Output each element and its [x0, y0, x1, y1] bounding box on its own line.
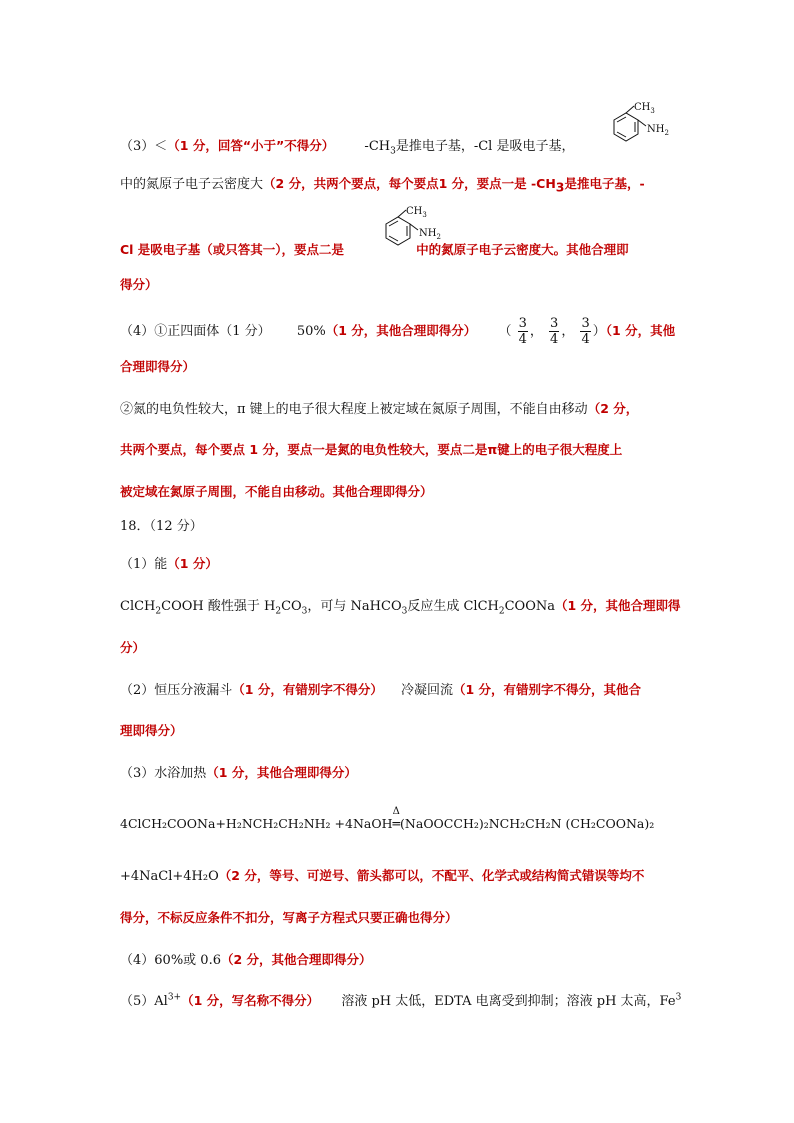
q18-part4: （4）60%或 0.6（2 分，其他合理即得分） — [120, 952, 372, 968]
q18-part2: （2）恒压分液漏斗（1 分，有错别字不得分） 冷凝回流（1 分，有错别字不得分，其他合 — [120, 682, 642, 698]
q17-part4b-line: ②氮的电负性较大，π 键上的电子很大程度上被定域在氮原子周围，不能自由移动（2 分， — [120, 401, 639, 417]
q18-header: 18．（12 分） — [120, 519, 203, 534]
q18-part5: $(5)Al^{3+}(1$ 分，写名称不得分） 溶液 pH 太低，EDTA 电离受到抑制；溶液 pH 太高，Fe$^3$ — [120, 992, 682, 1009]
q18-equation: 4ClCH₂COONa+H₂NCH₂CH₂NH₂ +4NaOH Δ ═(NaOOCCH₂)₂NCH₂CH₂N (CH₂COONa)₂ — [120, 806, 655, 831]
nh2-label: $NH_2$ — [647, 124, 669, 137]
q18-equation-line3: 得分，不标反应条件不扣分，写离子方程式只要正确也得分） — [120, 910, 458, 925]
q18-equation-line2: +4NaCl+4H₂O（2 分，等号、可逆号、箭头都可以，不配平、化学式或结构简式错误等均不 — [120, 868, 645, 884]
q18-part1: （1）能（1 分） — [120, 556, 218, 572]
fraction-y: $\frac{3}{4}$ — [550, 316, 559, 347]
o-toluidine-structure-1 — [600, 98, 680, 156]
q18-part1-text: ClCH$_2$COOH 酸性强于 $H_2CO_3$，可与 NaHCO$_3$反应生成 ClCH$_2$COONa（1 分，其他合理即得 — [120, 598, 681, 617]
nh2-label: $NH_2$ — [419, 228, 441, 241]
fraction-x: $\frac{3}{4}$ — [518, 316, 527, 347]
q17-part4b-line3: 被定域在氮原子周围，不能自由移动。其他合理即得分） — [120, 484, 433, 499]
fraction-z: $\frac{3}{4}$ — [581, 316, 590, 347]
q17-part3-line2: 中的氮原子电子云密度大（2 分，共两个要点，每个要点1 分，要点一是 $-CH_3$是推电子基，- — [120, 176, 645, 195]
q17-part4-line: （4）①正四面体（1 分） 50%（1 分，其他合理即得分） （ $\frac{3}{4}$ ， $\frac{3}{4}$ ， $\frac{3}{4}$ ）（1 分，其他 — [120, 316, 676, 347]
ch3-label: $CH_3$ — [406, 206, 427, 219]
q17-part3-line: （3）＜（1 分，回答“小于”不得分） $-CH_3$是推电子基，-Cl 是吸电子基， — [120, 138, 575, 157]
ch3-label: $CH_3$ — [634, 102, 655, 115]
q18-part2-line2: 理即得分） — [120, 723, 183, 738]
q17-part3-line4: 得分） — [120, 277, 158, 292]
q17-part3-line3: Cl 是吸电子基（或只答其一），要点二是 中的氮原子电子云密度大。其他合理即 — [120, 242, 629, 257]
equals-with-heat: Δ ═ — [392, 806, 401, 831]
q17-part4-line2: 合理即得分） — [120, 359, 196, 374]
q18-part3: （3）水浴加热（1 分，其他合理即得分） — [120, 765, 357, 781]
q18-part1-text2: 分） — [120, 640, 146, 655]
q17-part4b-line2: 共两个要点，每个要点 1 分，要点一是氮的电负性较大，要点二是π键上的电子很大程度上 — [120, 442, 623, 457]
